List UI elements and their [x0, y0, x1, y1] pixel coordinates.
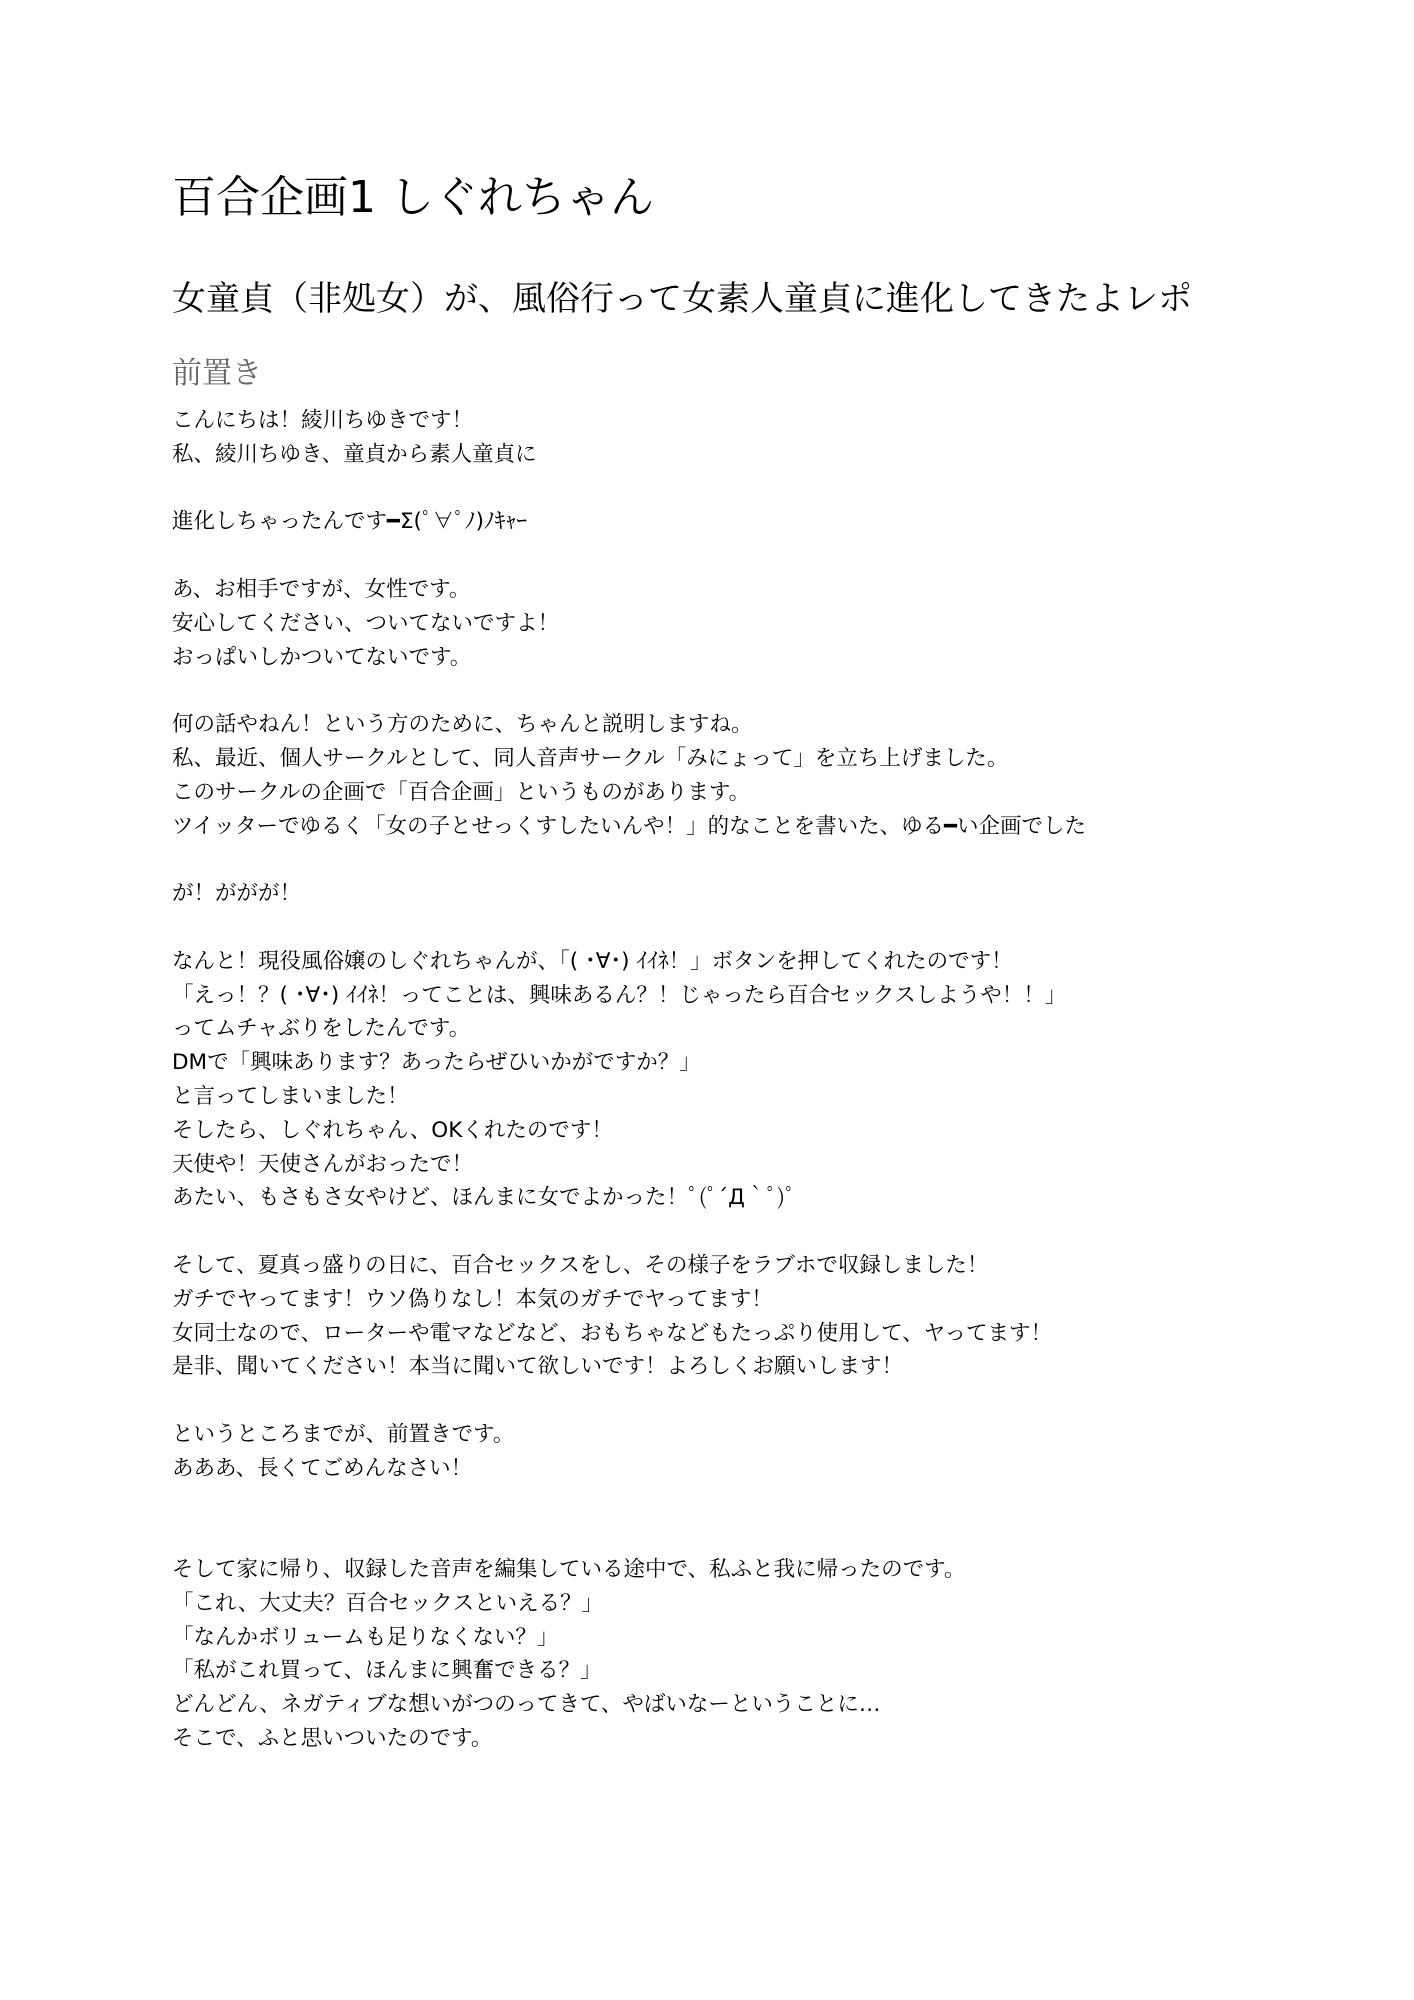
text-line: そして家に帰り、収録した音声を編集している途中で、私ふと我に帰ったのです。	[172, 1557, 966, 1583]
text-line: このサークルの企画で「百合企画」というものがあります。	[172, 779, 751, 805]
text-line: おっぱいしかついてないです。	[172, 644, 472, 670]
text-line: なんと！現役風俗嬢のしぐれちゃんが、「( ･∀･) ｲｲﾈ！」ボタンを押してくれたのです！	[172, 948, 1013, 974]
text-line: 女同士なので、ローターや電マなどなど、おもちゃなどもたっぷり使用して、ヤってます！	[172, 1320, 1052, 1346]
text-line: ってムチャぶりをしたんです。	[172, 1016, 471, 1042]
document-content	[172, 168, 1352, 1756]
text-line: 是非、聞いてください！本当に聞いて欲しいです！よろしくお願いします！	[172, 1354, 904, 1380]
text-line: 「私がこれ買って、ほんまに興奮できる？」	[172, 1658, 602, 1684]
text-line: あああ、長くてごめんなさい！	[172, 1455, 473, 1481]
text-line: そして、夏真っ盛りの日に、百合セックスをし、その様子をラブホで収録しました！	[172, 1252, 989, 1278]
body-text	[172, 404, 1352, 1756]
blank-line	[172, 539, 1352, 573]
blank-line	[172, 1519, 1352, 1553]
text-line: 「これ、大丈夫？百合セックスといえる？」	[172, 1590, 604, 1616]
text-line: 何の話やねん！という方のために、ちゃんと説明しますね。	[172, 712, 753, 738]
text-line: 安心してください、ついてないですよ！	[172, 610, 560, 636]
text-line: あたい、もさもさ女やけど、ほんまに女でよかった！ﾟ(ﾟ´Д｀ﾟ)ﾟ	[172, 1185, 796, 1211]
blank-line	[172, 1215, 1352, 1249]
text-line: と言ってしまいました！	[172, 1083, 409, 1109]
document-subtitle: 女童貞（非処女）が、風俗行って女素人童貞に進化してきたよレポ	[172, 279, 1192, 319]
text-line: 天使や！天使さんがおったで！	[172, 1151, 474, 1177]
blank-line	[172, 843, 1352, 877]
text-line: というところまでが、前置きです。	[172, 1421, 515, 1447]
text-line: DMで「興味あります？あったらぜひいかがですか？」	[172, 1050, 701, 1076]
text-line: 「えっ！？( ･∀･) ｲｲﾈ！ってことは、興味あるん？！じゃったら百合セックスしようや！！」	[172, 982, 1067, 1008]
document-title: 百合企画1 しぐれちゃん	[172, 172, 654, 223]
text-line: そこで、ふと思いついたのです。	[172, 1726, 493, 1752]
blank-line	[172, 911, 1352, 945]
text-line: ツイッターでゆるく「女の子とせっくすしたいんや！」的なことを書いた、ゆる━い企画でした	[172, 813, 1087, 839]
text-line: 進化しちゃったんです━Σ(ﾟ∀ﾟﾉ)ﾉｷｬｰ	[172, 509, 528, 535]
text-line: ガチでヤってます！ウソ偽りなし！本気のガチでヤってます！	[172, 1286, 773, 1312]
text-line: そしたら、しぐれちゃん、OKくれたのです！	[172, 1117, 613, 1143]
section-heading: 前置き	[172, 356, 262, 391]
blank-line	[172, 1486, 1352, 1520]
text-line: 私、綾川ちゆき、童貞から素人童貞に	[172, 441, 537, 467]
blank-line	[172, 472, 1352, 506]
text-line: どんどん、ネガティブな想いがつのってきて、やばいなーということに…	[172, 1692, 881, 1718]
blank-line	[172, 1384, 1352, 1418]
blank-line	[172, 674, 1352, 708]
text-line: こんにちは！綾川ちゆきです！	[172, 408, 474, 433]
text-line: 「なんかボリュームも足りなくない？」	[172, 1624, 559, 1650]
text-line: あ、お相手ですが、女性です。	[172, 576, 471, 602]
text-line: が！ががが！	[172, 881, 302, 907]
text-line: 私、最近、個人サークルとして、同人音声サークル「みにょって」を立ち上げました。	[172, 745, 1009, 771]
